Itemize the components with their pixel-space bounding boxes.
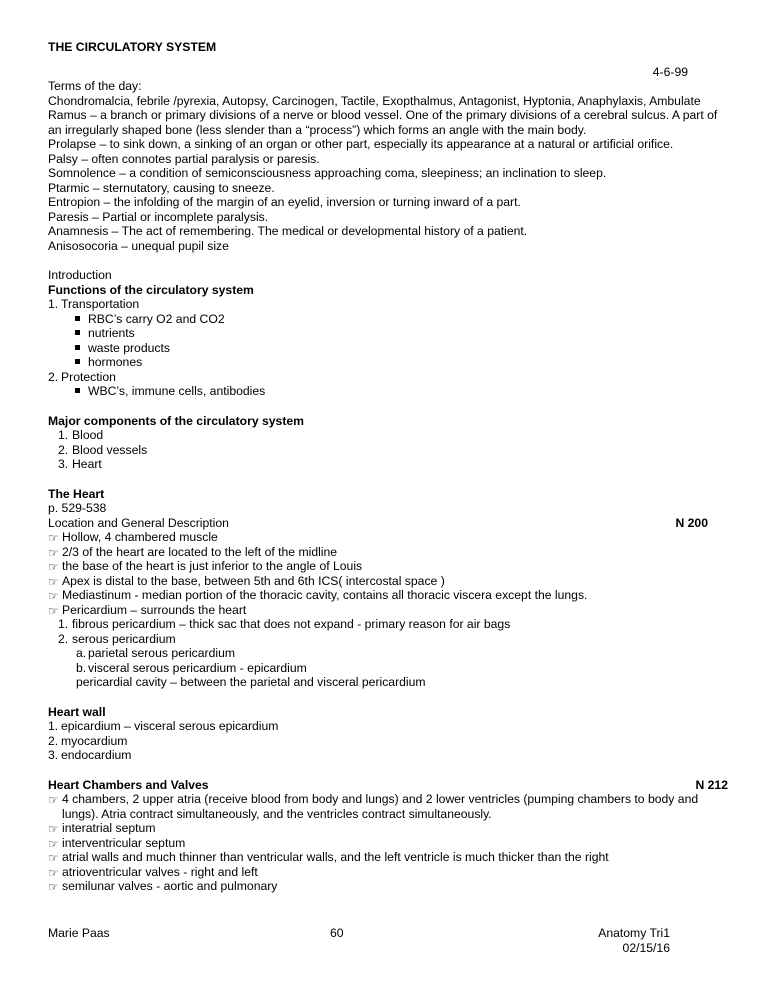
definition: Palsy – often connotes partial paralysis or paresis. [48, 151, 320, 166]
list-item: a. parietal serous pericardium [76, 646, 235, 660]
definition: Paresis – Partial or incomplete paralysis. [48, 209, 269, 224]
wall-heading: Heart wall [48, 704, 106, 719]
list-item: ☞ interventricular septum [48, 835, 186, 851]
list-item: WBC’s, immune cells, antibodies [48, 384, 728, 399]
document-page [48, 40, 728, 894]
list-item: ☞ Hollow, 4 chambered muscle [48, 530, 218, 545]
pointing-hand-icon: ☞ [48, 603, 59, 618]
list-item: 2. myocardium [48, 733, 128, 748]
list-item: 3. endocardium [48, 748, 132, 762]
list-item: 2. Blood vessels [58, 442, 148, 457]
square-bullet-icon [75, 345, 80, 350]
list-item: 3. Heart [58, 457, 102, 471]
location-heading: Location and General Description [48, 515, 229, 530]
list-item: 2. Protection [48, 369, 116, 384]
terms-header: Terms of the day: [48, 79, 142, 93]
square-bullet-icon [75, 330, 80, 335]
pointing-hand-icon: ☞ [48, 836, 59, 851]
list-item: ☞ the base of the heart is just inferior to the angle of Louis [48, 559, 363, 574]
page-title: THE CIRCULATORY SYSTEM [48, 40, 217, 54]
pointing-hand-icon: ☞ [48, 822, 59, 836]
page-footer [48, 926, 728, 966]
list-item: ☞ atrial walls and much thinner than ventricular walls, and the left ventricle is much thicker than the right [48, 850, 609, 865]
location-row [48, 516, 728, 531]
definition: Prolapse – to sink down, a sinking of an organ or other part, especially its appearance at a natural or artificial orifice. [48, 137, 674, 151]
list-item: ☞ 2/3 of the heart are located to the left of the midline [48, 544, 338, 560]
terms-list: Chondromalcia, febrile /pyrexia, Autopsy, Carcinogen, Tactile, Exopthalmus, Antagonist, Hyptonia, Anaphylaxis, Ambulate [48, 93, 701, 108]
heart-heading: The Heart [48, 486, 105, 501]
list-item: waste products [48, 341, 728, 356]
pointing-hand-icon: ☞ [48, 865, 59, 880]
list-item: 1. epicardium – visceral serous epicardium [48, 719, 279, 733]
heart-pages: p. 529-538 [48, 501, 107, 515]
pointing-hand-icon: ☞ [48, 545, 59, 560]
square-bullet-icon [75, 359, 80, 364]
footer-page-number: 60 [330, 926, 344, 940]
list-item: ☞ 4 chambers, 2 upper atria (receive blood from body and lungs) and 2 lower ventricles (pumping chambers to body and lungs). Atria contract simultaneously, and the ventricles contract simultaneously. [48, 792, 699, 821]
definition: Ramus – a branch or primary divisions of a nerve or blood vessel. One of the primary divisions of a cerebral sulcus. A part of an irregularly shaped bone (less slender than a “process”) which forms an angle with the main body. [48, 108, 718, 137]
chambers-ref: N 212 [695, 777, 728, 792]
list-item: 2. serous pericardium [58, 631, 176, 646]
intro-heading: Introduction [48, 268, 112, 282]
location-ref: N 200 [675, 515, 708, 530]
pointing-hand-icon: ☞ [48, 531, 59, 545]
footer-course-name: Anatomy Tri1 [598, 926, 670, 940]
list-item: ☞ Apex is distal to the base, between 5th and 6th ICS( intercostal space ) [48, 573, 445, 589]
chambers-row [48, 778, 728, 793]
definition: Entropion – the infolding of the margin of an eyelid, inversion or turning inward of a part. [48, 195, 521, 209]
list-item: nutrients [48, 326, 728, 341]
footer-date: 02/15/16 [622, 940, 670, 955]
definition: Ptarmic – sternutatory, causing to sneeze. [48, 180, 275, 195]
list-item: 1. Blood [58, 428, 104, 442]
pointing-hand-icon: ☞ [48, 851, 59, 865]
list-item: hormones [48, 355, 728, 370]
square-bullet-icon [75, 316, 80, 321]
list-item: ☞ Mediastinum - median portion of the thoracic cavity, contains all thoracic viscera except the lungs. [48, 588, 588, 603]
pointing-hand-icon: ☞ [48, 880, 59, 894]
pointing-hand-icon: ☞ [48, 574, 59, 589]
list-item: b. visceral serous pericardium - epicardium [76, 660, 307, 675]
list-item: ☞ Pericardium – surrounds the heart [48, 602, 247, 618]
list-item: 1. fibrous pericardium – thick sac that does not expand - primary reason for air bags [58, 617, 511, 631]
list-item: ☞ interatrial septum [48, 821, 156, 836]
list-item: 1. Transportation [48, 297, 140, 311]
square-bullet-icon [75, 388, 80, 393]
pointing-hand-icon: ☞ [48, 589, 59, 603]
footer-course [568, 926, 670, 955]
definition: Somnolence – a condition of semiconsciousness approaching coma, sleepiness; an inclination to sleep. [48, 166, 607, 180]
functions-heading: Functions of the circulatory system [48, 282, 254, 297]
list-item: ☞ atrioventricular valves - right and left [48, 864, 258, 880]
chambers-heading: Heart Chambers and Valves [48, 777, 209, 792]
definition: Anamnesis – The act of remembering. The medical or developmental history of a patient. [48, 224, 528, 238]
list-item: ☞ semilunar valves - aortic and pulmonary [48, 879, 278, 894]
pointing-hand-icon: ☞ [48, 560, 59, 574]
definition: Anisosocoria – unequal pupil size [48, 238, 229, 253]
list-item: RBC’s carry O2 and CO2 [48, 312, 728, 327]
footer-author: Marie Paas [48, 926, 110, 940]
pointing-hand-icon: ☞ [48, 793, 59, 807]
doc-date: 4-6-99 [652, 64, 688, 79]
cavity-note: pericardial cavity – between the parietal and visceral pericardium [76, 675, 426, 689]
components-heading: Major components of the circulatory system [48, 413, 304, 428]
